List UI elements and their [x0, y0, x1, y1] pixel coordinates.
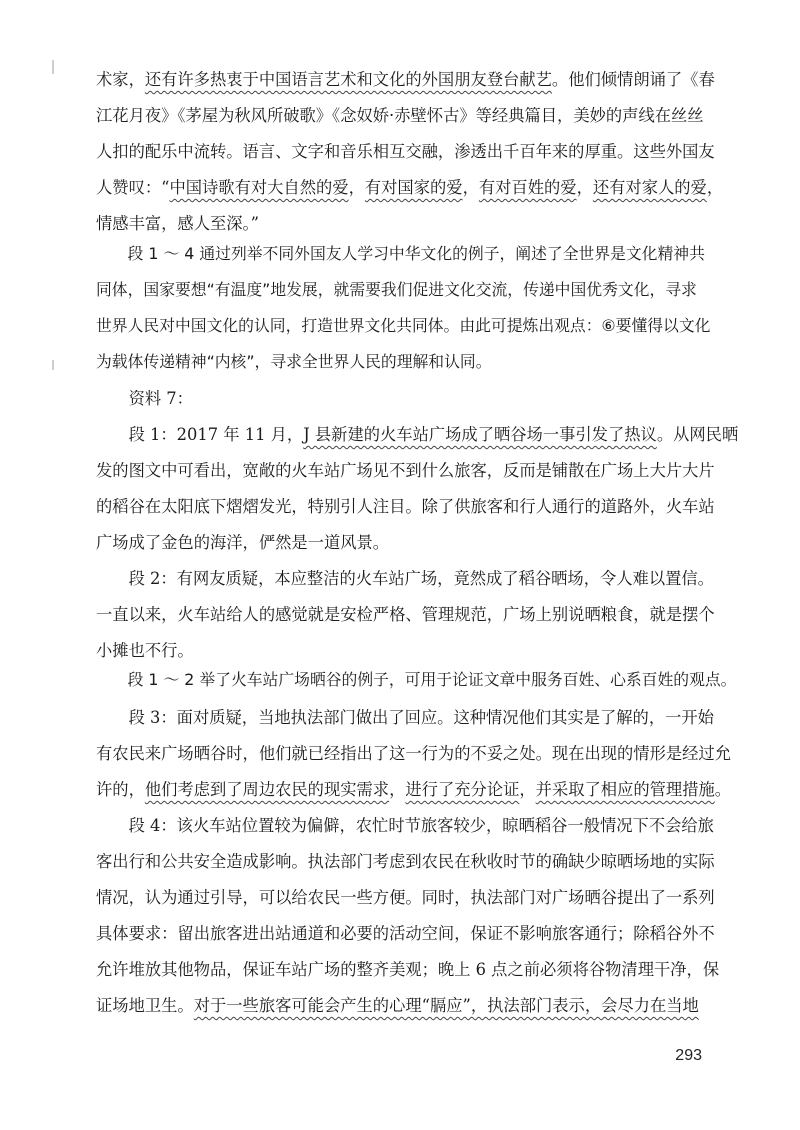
text-run: 资料 7： [96, 389, 193, 408]
text-run: 具体要求：留出旅客进出站通道和必要的活动空间，保证不影响旅客通行；除稻谷外不 [96, 924, 715, 943]
text-line [96, 700, 714, 736]
underlined-phrase: 中国诗歌有对大自然的爱 [169, 178, 349, 197]
text-run: 术家， [96, 70, 145, 89]
text-line [96, 381, 696, 417]
text-run: 为载体传递精神“内核”，寻求全世界人民的理解和认同。 [96, 352, 492, 371]
text-run: 段 1：2017 年 11 月， [96, 425, 304, 444]
text-run: 情感丰富，感人至深。” [96, 214, 259, 233]
text-line [96, 489, 715, 525]
text-run: 允许堆放其他物品，保证车站广场的整齐美观；晚上 6 点之前必须将谷物清理干净，保 [96, 960, 720, 979]
text-line [96, 98, 704, 134]
text-run: 。他们倾情朗诵了《春 [551, 70, 715, 89]
text-line [96, 134, 715, 170]
text-line [96, 952, 720, 988]
page-edge-mark [52, 60, 54, 74]
page-edge-mark [52, 360, 54, 370]
text-run: 情况，认为通过引导，可以给农民一些方便。同时，执法部门对广场晒谷提出了一系列 [96, 888, 715, 907]
text-run: 广场成了金色的海洋，俨然是一道风景。 [96, 533, 390, 552]
text-run: 江花月夜》《茅屋为秋风所破歌》《念奴娇·赤壁怀古》等经典篇目，美妙的声线在丝丝 [96, 106, 704, 125]
text-run: 世界人民对中国文化的认同，打造世界文化共同体。由此可提炼出观点：⑥要懂得以文化 [96, 316, 711, 335]
text-line [96, 736, 731, 772]
text-run: 段 2：有网友质疑，本应整洁的火车站广场，竟然成了稻谷晒场，令人难以置信。 [96, 569, 714, 588]
text-line [96, 272, 696, 308]
text-line [96, 417, 739, 453]
text-run: ， [706, 178, 724, 197]
underlined-phrase: 他们考虑到了周边农民的现实需求 [144, 780, 390, 799]
underlined-phrase: 还有许多热衷于中国语言艺术和文化的外国朋友登台献艺 [144, 70, 552, 89]
text-line [96, 988, 699, 1024]
underlined-phrase: 还有对家人的爱 [592, 178, 707, 197]
text-line [96, 597, 715, 633]
text-run: 有农民来广场晒谷时，他们就已经指出了这一行为的不妥之处。现在出现的情形是经过允 [96, 744, 731, 763]
text-run: 人扣的配乐中流转。语言、文字和音乐相互交融，渗透出千百年来的厚重。这些外国友 [96, 142, 715, 161]
text-line [96, 236, 705, 272]
text-line [96, 525, 696, 561]
analysis-paragraph-2 [96, 662, 737, 698]
page-number: 293 [675, 1047, 702, 1064]
text-line [96, 880, 715, 916]
text-run: 证场地卫生。 [96, 996, 194, 1015]
text-line [96, 662, 737, 698]
text-run: 。 [714, 780, 732, 799]
underlined-phrase: 有对国家的爱 [364, 178, 463, 197]
text-line [96, 916, 715, 952]
text-block-top [96, 62, 724, 242]
underlined-phrase: 进行了充分论证 [405, 780, 520, 799]
text-line [96, 844, 715, 880]
underlined-phrase: 有对百姓的爱 [478, 178, 577, 197]
text-run: 客出行和公共安全造成影响。执法部门考虑到农民在秋收时节的确缺少晾晒场地的实际 [96, 852, 715, 871]
text-run: 许的， [96, 780, 145, 799]
underlined-phrase: 对于一些旅客可能会产生的心理“膈应”，执法部门表示，会尽力在当地 [193, 996, 699, 1015]
text-run: 段 1 ～ 2 举了火车站广场晒谷的例子，可用于论证文章中服务百姓、心系百姓的观点。 [96, 670, 737, 689]
material-7-heading [96, 381, 696, 417]
text-run: 。从网民晒 [656, 425, 739, 444]
text-line [96, 561, 714, 597]
material-7-paragraphs-3-4 [96, 700, 732, 1024]
text-run: ， [389, 780, 406, 799]
text-run: 段 4：该火车站位置较为偏僻，农忙时节旅客较少，晾晒稻谷一般情况下不会给旅 [96, 816, 714, 835]
text-run: 段 1 ～ 4 通过列举不同外国友人学习中华文化的例子，阐述了全世界是文化精神共 [96, 244, 705, 263]
text-run: ， [462, 178, 479, 197]
text-run: ， [519, 780, 536, 799]
text-run: 一直以来，火车站给人的感觉就是安检严格、管理规范，广场上别说晒粮食，就是摆个 [96, 605, 715, 624]
text-run: 同体，国家要想“有温度”地发展，就需要我们促进文化交流，传递中国优秀文化，寻求 [96, 280, 697, 299]
text-run: 小摊也不行。 [96, 641, 194, 660]
text-line [96, 308, 711, 344]
text-run: 发的图文中可看出，宽敞的火车站广场见不到什么旅客，反而是铺散在广场上大片大片 [96, 461, 715, 480]
text-run: 段 3：面对质疑，当地执法部门做出了回应。这种情况他们其实是了解的，一开始 [96, 708, 714, 727]
underlined-phrase: 并采取了相应的管理措施 [535, 780, 715, 799]
text-line [96, 772, 732, 808]
text-run: 人赞叹：“ [96, 178, 170, 197]
text-line [96, 453, 715, 489]
text-line [96, 170, 724, 206]
text-line [96, 808, 714, 844]
text-line [96, 62, 715, 98]
text-run: 的稻谷在太阳底下熠熠发光，特别引人注目。除了供旅客和行人通行的道路外，火车站 [96, 497, 715, 516]
analysis-paragraph-1 [96, 236, 711, 380]
material-7-paragraphs-1-2 [96, 417, 739, 669]
text-line [96, 344, 696, 380]
underlined-phrase: J 县新建的火车站广场成了晒谷场一事引发了热议 [303, 425, 657, 444]
text-run: ， [576, 178, 593, 197]
text-run: ， [348, 178, 365, 197]
